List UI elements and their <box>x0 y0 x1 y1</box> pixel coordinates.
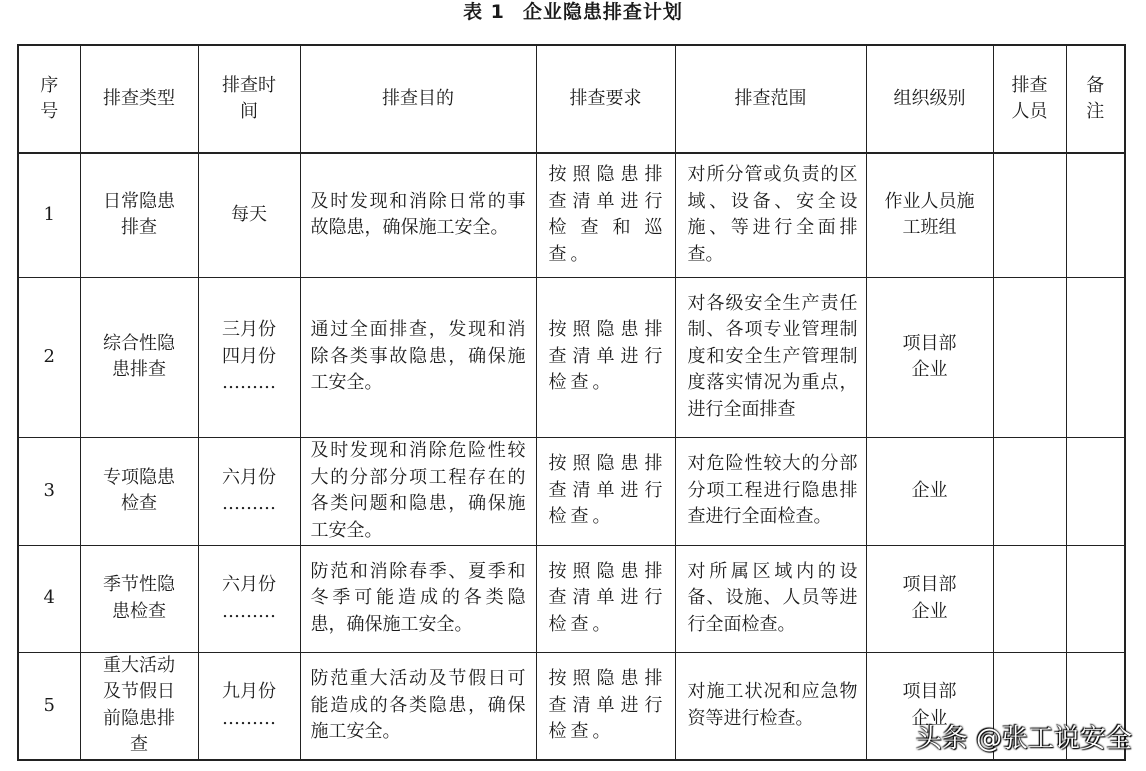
cell-no: 4 <box>18 545 80 652</box>
cell-staff <box>993 153 1066 277</box>
cell-type: 综合性隐患排查 <box>80 277 198 437</box>
cell-purpose: 通过全面排查，发现和消除各类事故隐患，确保施工安全。 <box>300 277 536 437</box>
table-number: 表 1 <box>463 1 505 23</box>
header-requirement: 排查要求 <box>536 45 675 153</box>
cell-level: 作业人员施工班组 <box>866 153 993 277</box>
header-staff: 排查人员 <box>993 45 1066 153</box>
hazard-inspection-plan-table <box>17 44 1126 761</box>
table-title <box>0 0 1146 26</box>
table-row <box>18 153 1125 277</box>
cell-no: 1 <box>18 153 80 277</box>
header-purpose: 排查目的 <box>300 45 536 153</box>
cell-time: 九月份 ……… <box>198 652 300 760</box>
cell-scope: 对所分管或负责的区域、设备、安全设施、等进行全面排查。 <box>675 153 866 277</box>
header-no: 序号 <box>18 45 80 153</box>
cell-level: 项目部 企业 <box>866 277 993 437</box>
cell-remark <box>1066 437 1125 545</box>
cell-requirement: 按照隐患排查清单进行检查。 <box>536 545 675 652</box>
table-title-text: 企业隐患排查计划 <box>522 1 683 23</box>
cell-requirement: 按照隐患排查清单进行检查。 <box>536 652 675 760</box>
header-level: 组织级别 <box>866 45 993 153</box>
cell-requirement: 按照隐患排查清单进行检查和巡查。 <box>536 153 675 277</box>
cell-type: 重大活动及节假日前隐患排查 <box>80 652 198 760</box>
header-row <box>18 45 1125 153</box>
cell-staff <box>993 437 1066 545</box>
cell-scope: 对危险性较大的分部分项工程进行隐患排查进行全面检查。 <box>675 437 866 545</box>
cell-level: 企业 <box>866 437 993 545</box>
cell-staff <box>993 277 1066 437</box>
table-row <box>18 277 1125 437</box>
cell-remark <box>1066 277 1125 437</box>
cell-remark <box>1066 153 1125 277</box>
cell-no: 2 <box>18 277 80 437</box>
header-remark: 备注 <box>1066 45 1125 153</box>
cell-time: 六月份 ……… <box>198 545 300 652</box>
cell-staff <box>993 545 1066 652</box>
cell-level: 项目部 企业 <box>866 652 993 760</box>
cell-purpose: 防范和消除春季、夏季和冬季可能造成的各类隐患，确保施工安全。 <box>300 545 536 652</box>
table-row <box>18 437 1125 545</box>
cell-type: 季节性隐患检查 <box>80 545 198 652</box>
cell-scope: 对各级安全生产责任制、各项专业管理制度和安全生产管理制度落实情况为重点，进行全面排查 <box>675 277 866 437</box>
watermark: 头条 @张工说安全 <box>915 724 1132 754</box>
cell-purpose: 及时发现和消除危险性较大的分部分项工程存在的各类问题和隐患，确保施工安全。 <box>300 437 536 545</box>
table-row <box>18 545 1125 652</box>
cell-requirement: 按照隐患排查清单进行检查。 <box>536 277 675 437</box>
cell-purpose: 及时发现和消除日常的事故隐患，确保施工安全。 <box>300 153 536 277</box>
cell-time: 六月份 ……… <box>198 437 300 545</box>
cell-time: 每天 <box>198 153 300 277</box>
header-scope: 排查范围 <box>675 45 866 153</box>
header-type: 排查类型 <box>80 45 198 153</box>
cell-remark <box>1066 545 1125 652</box>
cell-time: 三月份 四月份 ……… <box>198 277 300 437</box>
cell-level: 项目部 企业 <box>866 545 993 652</box>
cell-no: 5 <box>18 652 80 760</box>
cell-requirement: 按照隐患排查清单进行检查。 <box>536 437 675 545</box>
cell-type: 专项隐患检查 <box>80 437 198 545</box>
cell-scope: 对施工状况和应急物资等进行检查。 <box>675 652 866 760</box>
cell-no: 3 <box>18 437 80 545</box>
cell-type: 日常隐患排查 <box>80 153 198 277</box>
cell-purpose: 防范重大活动及节假日可能造成的各类隐患，确保施工安全。 <box>300 652 536 760</box>
cell-scope: 对所属区域内的设备、设施、人员等进行全面检查。 <box>675 545 866 652</box>
header-time: 排查时间 <box>198 45 300 153</box>
